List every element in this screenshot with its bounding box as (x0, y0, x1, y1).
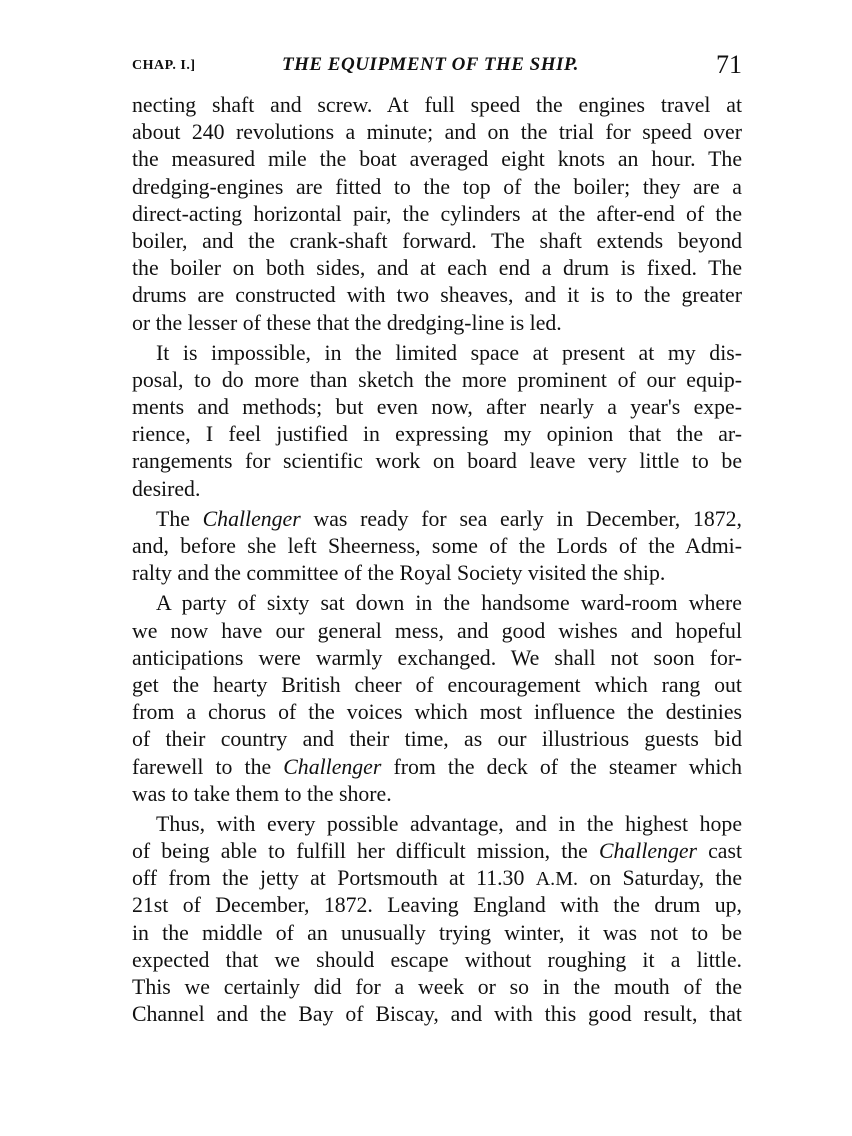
text-line: we now have our general mess, and good wishes and hopeful (132, 618, 742, 643)
text-line: The Challenger was ready for sea early in December, 1872, (156, 506, 742, 531)
text-line: drums are constructed with two sheaves, and it is to the greater (132, 283, 742, 308)
text-line: of their country and their time, as our illustrious guests bid (132, 727, 742, 752)
text-line: Channel and the Bay of Biscay, and with this good result, that (132, 1002, 742, 1027)
paragraph (132, 506, 742, 588)
text-line: dredging-engines are fitted to the top of the boiler; they are a (132, 174, 742, 199)
ship-name: Challenger (202, 506, 301, 531)
text-line: was to take them to the shore. (132, 781, 392, 806)
ship-name: Challenger (283, 754, 382, 779)
text-line: off from the jetty at Portsmouth at 11.30 A.M. on Saturday, the (132, 866, 742, 891)
paragraph (132, 92, 742, 337)
ship-name: Challenger (598, 839, 698, 864)
text-line: anticipations were warmly exchanged. We shall not soon for- (132, 645, 742, 670)
paragraph (132, 590, 742, 808)
paragraph (132, 811, 742, 1029)
text-line: of being able to fulfill her difficult mission, the Challenger cast (132, 839, 743, 864)
text-line: expected that we should escape without roughing it a little. (132, 947, 742, 972)
text-line: about 240 revolutions a minute; and on the trial for speed over (132, 120, 742, 145)
running-head (132, 52, 742, 86)
running-title: THE EQUIPMENT OF THE SHIP. (282, 54, 579, 75)
text-line: This we certainly did for a week or so in the mouth of the (132, 975, 742, 999)
text-line: the boiler on both sides, and at each end a drum is fixed. The (132, 256, 742, 281)
text-line: A party of sixty sat down in the handsome ward-room where (156, 591, 742, 616)
text-line: direct-acting horizontal pair, the cylinders at the after-end of the (132, 201, 742, 226)
text-line: in the middle of an unusually trying winter, it was not to be (132, 920, 742, 945)
page-number: 71 (716, 50, 742, 79)
paragraph (132, 340, 742, 503)
text-line: 21st of December, 1872. Leaving England with the drum up, (132, 893, 742, 918)
time-abbreviation: A.M. (535, 868, 579, 891)
text-line: and, before she left Sheerness, some of the Lords of the Admi- (132, 534, 742, 558)
text-line: posal, to do more than sketch the more prominent of our equip- (132, 367, 742, 392)
chapter-label: CHAP. I.] (132, 58, 196, 73)
text-line: boiler, and the crank-shaft forward. The shaft extends beyond (132, 228, 742, 253)
text-line: desired. (132, 476, 201, 501)
text-line: get the hearty British cheer of encouragement which rang out (132, 672, 742, 697)
body-text (132, 92, 742, 1028)
text-line: farewell to the Challenger from the deck of the steamer which (132, 754, 742, 779)
text-line: It is impossible, in the limited space at present at my dis- (156, 340, 742, 365)
text-line: or the lesser of these that the dredging-line is led. (132, 310, 562, 335)
text-line: rience, I feel justified in expressing my opinion that the ar- (132, 422, 742, 447)
text-line: ments and methods; but even now, after nearly a year's expe- (132, 395, 742, 420)
text-line: ralty and the committee of the Royal Society visited the ship. (132, 561, 666, 586)
text-line: the measured mile the boat averaged eight knots an hour. The (132, 147, 742, 172)
text-line: Thus, with every possible advantage, and in the highest hope (156, 811, 742, 836)
text-line: from a chorus of the voices which most influence the destinies (132, 700, 742, 725)
text-line: rangements for scientific work on board leave very little to be (132, 449, 742, 474)
text-line: necting shaft and screw. At full speed the engines travel at (132, 93, 742, 117)
